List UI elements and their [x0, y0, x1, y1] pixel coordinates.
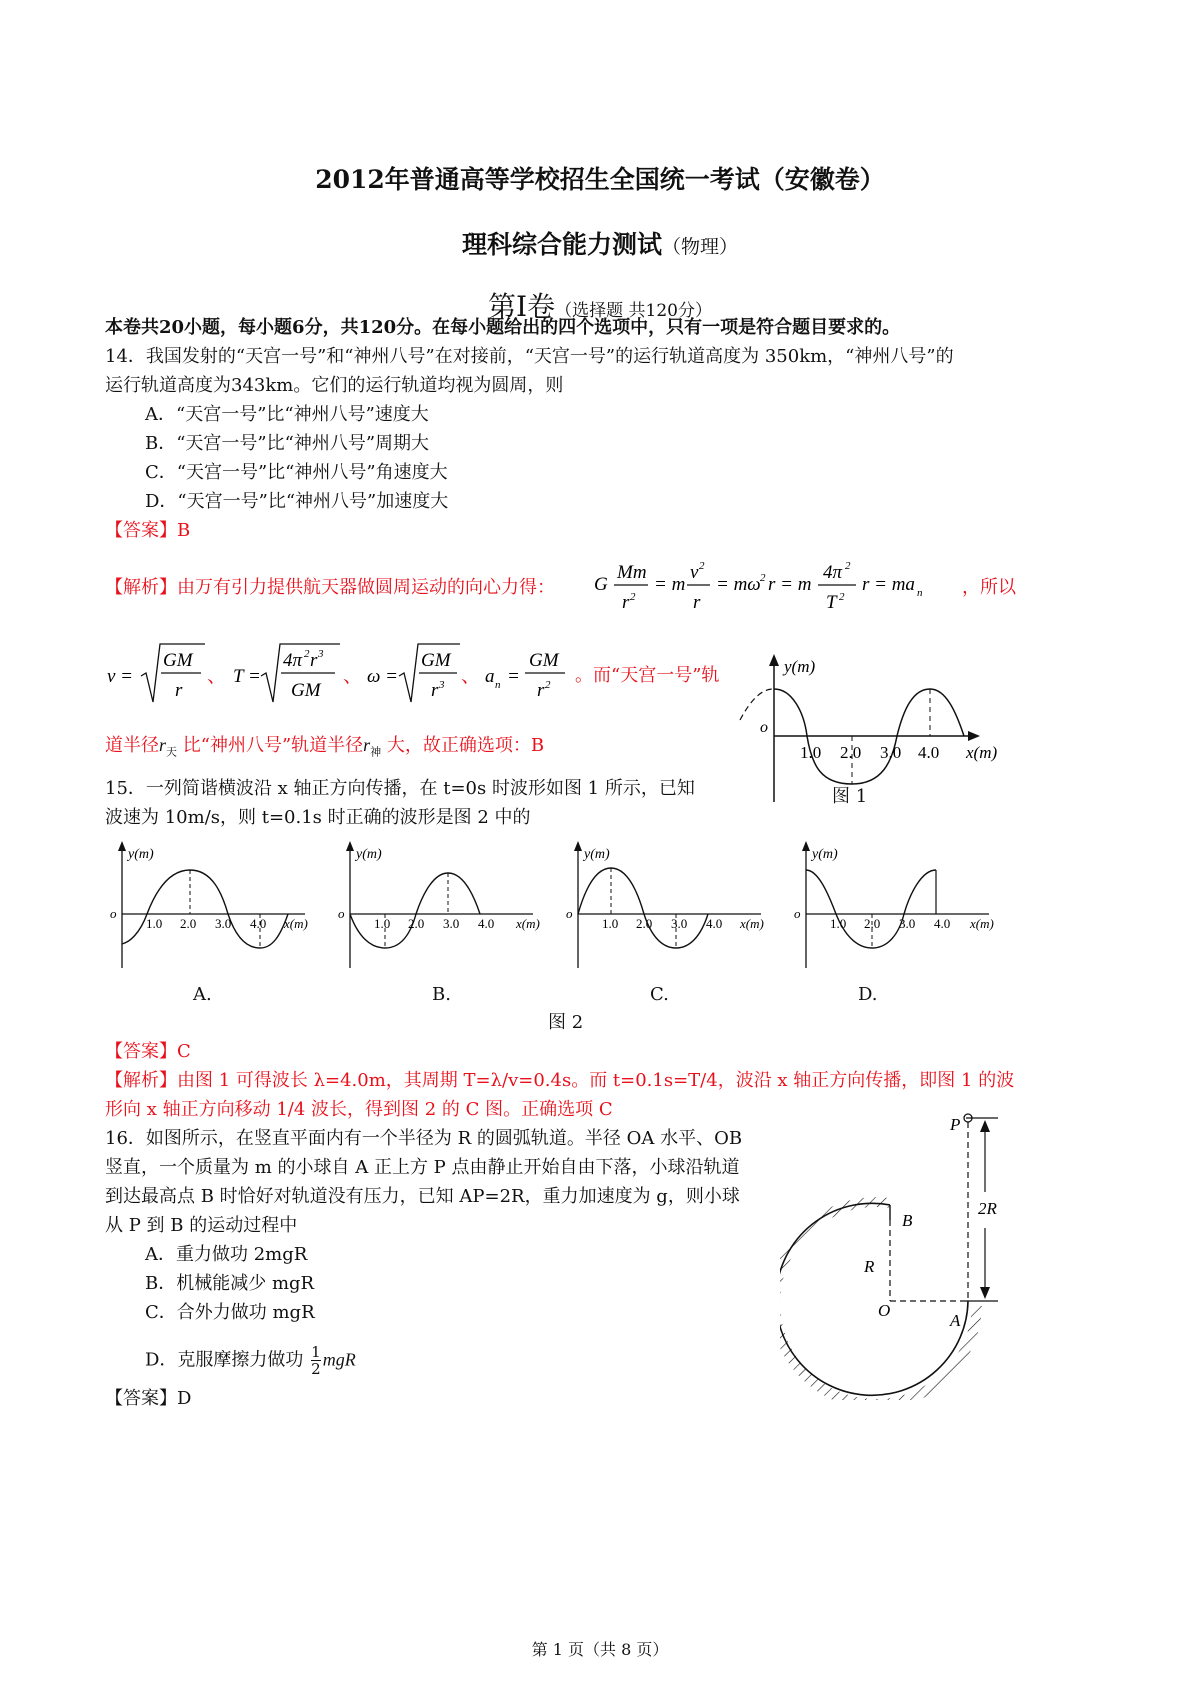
svg-text:4.0: 4.0	[478, 916, 495, 931]
subtitle-main: 理科综合能力测试	[461, 230, 662, 259]
fig2-label-d: D.	[858, 984, 878, 1005]
svg-text:o: o	[338, 906, 345, 921]
svg-text:1.0: 1.0	[830, 916, 847, 931]
svg-text:v =: v =	[107, 666, 134, 687]
svg-text:2: 2	[545, 679, 551, 691]
svg-text:、: 、	[207, 666, 227, 687]
svg-text:y(m): y(m)	[584, 847, 610, 862]
svg-text:r: r	[431, 680, 439, 701]
section-main: 第Ⅰ卷	[488, 290, 556, 323]
svg-text:3: 3	[439, 679, 445, 691]
svg-text:r: r	[537, 680, 545, 701]
q16-option-b: B．机械能减少 mgR	[145, 1273, 315, 1294]
svg-text:2: 2	[839, 591, 845, 603]
svg-text:GM: GM	[163, 650, 193, 671]
q15-line2: 波速为 10m/s，则 t=0.1s 时正确的波形是图 2 中的	[105, 807, 531, 828]
svg-text:x(m): x(m)	[284, 916, 308, 931]
svg-text:=: =	[507, 666, 520, 687]
q16-option-d-tail: mgR	[322, 1349, 356, 1370]
svg-text:r: r	[622, 592, 630, 613]
q16-option-a: A．重力做功 2mgR	[145, 1244, 308, 1265]
line3-part-b: 比“神州八号”轨道半径	[182, 735, 364, 756]
svg-text:x(m): x(m)	[970, 916, 994, 931]
svg-text:= mω: = mω	[716, 574, 761, 595]
fig1-tick-4: 4.0	[918, 743, 940, 762]
svg-text:y(m): y(m)	[356, 847, 382, 862]
one-half-fraction: 1 2	[311, 1343, 321, 1378]
fig1-y-label: y(m)	[784, 657, 816, 676]
q14-option-c: C．“天宫一号”比“神州八号”角速度大	[145, 462, 448, 483]
label-p: P	[950, 1115, 961, 1134]
figure-2	[100, 838, 1100, 978]
label-b: B	[902, 1211, 913, 1230]
fig1-tick-2: 2.0	[840, 743, 862, 762]
svg-text:4.0: 4.0	[250, 916, 267, 931]
q16-answer: 【答案】D	[105, 1388, 192, 1409]
svg-text:GM: GM	[529, 650, 559, 671]
svg-text:2: 2	[304, 648, 310, 660]
q16-line2: 竖直，一个质量为 m 的小球自 A 正上方 P 点由静止开始自由下落，小球沿轨道	[105, 1157, 740, 1178]
svg-text:x(m): x(m)	[740, 916, 764, 931]
svg-text:4π: 4π	[823, 562, 843, 583]
q15-analysis-1: 【解析】由图 1 可得波长 λ=4.0m，其周期 T=λ/v=0.4s。而 t=0.1s=T/4，波沿 x 轴正方向传播，即图 1 的波	[105, 1070, 1015, 1091]
svg-text:n: n	[495, 679, 501, 691]
svg-text:2.0: 2.0	[408, 916, 425, 931]
svg-text:、: 、	[343, 666, 363, 687]
svg-text:o: o	[566, 906, 573, 921]
label-2r: 2R	[978, 1199, 997, 1218]
svg-text:2: 2	[699, 560, 705, 572]
svg-text:、: 、	[461, 666, 481, 687]
line3-part-c: 大，故正确选项：B	[386, 735, 545, 756]
svg-text:3.0: 3.0	[443, 916, 460, 931]
r-shen-var: r	[363, 735, 371, 755]
q14-option-d: D．“天宫一号”比“神州八号”加速度大	[145, 491, 449, 512]
q14-answer: 【答案】B	[105, 520, 191, 541]
label-o: O	[878, 1301, 891, 1320]
q16-line4: 从 P 到 B 的运动过程中	[105, 1215, 298, 1236]
fig2-panel-d	[794, 841, 994, 968]
svg-text:3.0: 3.0	[215, 916, 232, 931]
svg-text:2: 2	[630, 591, 636, 603]
svg-text:4π: 4π	[283, 650, 303, 671]
r-shen-sub: 神	[370, 745, 382, 759]
label-r: R	[864, 1257, 875, 1276]
q14-analysis-label: 【解析】由万有引力提供航天器做圆周运动的向心力得：	[105, 577, 555, 598]
fig2-label-b: B.	[432, 984, 451, 1005]
svg-text:2: 2	[760, 572, 766, 584]
q15-analysis-2: 形向 x 轴正方向移动 1/4 波长，得到图 2 的 C 图。正确选项 C	[105, 1099, 613, 1120]
svg-text:3: 3	[318, 648, 324, 660]
svg-text:n: n	[917, 587, 923, 599]
page-footer: 第 1 页（共 8 页）	[531, 1640, 669, 1659]
q16-track-figure	[780, 1100, 1030, 1400]
q14-line2: 运行轨道高度为343km。它们的运行轨道均视为圆周，则	[105, 375, 564, 396]
q14-analysis-suffix: ，所以	[962, 577, 1016, 598]
svg-text:1.0: 1.0	[374, 916, 391, 931]
svg-text:y(m): y(m)	[128, 847, 154, 862]
gravitation-formula	[592, 556, 964, 620]
q14-option-b: B．“天宫一号”比“神州八号”周期大	[145, 433, 430, 454]
svg-text:ω =: ω =	[367, 666, 398, 687]
fig2-panel-a	[110, 841, 308, 968]
q16-option-d-text: D．克服摩擦力做功	[145, 1349, 304, 1371]
fig2-panel-c	[566, 841, 764, 968]
q14-line1: 14．我国发射的“天宫一号”和“神州八号”在对接前，“天宫一号”的运行轨道高度为 350km，“神州八号”的	[105, 346, 954, 367]
svg-text:2.0: 2.0	[864, 916, 881, 931]
svg-text:r: r	[693, 592, 701, 613]
fig2-label-a: A.	[193, 984, 212, 1005]
fig1-x-label: x(m)	[966, 743, 998, 762]
q16-line1: 16．如图所示，在竖直平面内有一个半径为 R 的圆弧轨道。半径 OA 水平、OB	[105, 1128, 743, 1149]
label-a: A	[950, 1311, 961, 1330]
svg-text:2.0: 2.0	[180, 916, 197, 931]
svg-text:= m: = m	[654, 574, 686, 595]
q16-option-c: C．合外力做功 mgR	[145, 1302, 315, 1323]
exam-title: 2012年普通高等学校招生全国统一考试（安徽卷）	[315, 165, 885, 194]
svg-text:Mm: Mm	[617, 562, 647, 583]
line3-part-a: 道半径	[105, 735, 159, 756]
svg-text:GM: GM	[291, 680, 321, 701]
svg-text:4.0: 4.0	[934, 916, 951, 931]
fig1-origin: o	[760, 719, 768, 736]
q14-analysis-line3	[105, 733, 544, 765]
svg-text:4.0: 4.0	[706, 916, 723, 931]
q14-analysis-mid: 。而“天宫一号”轨	[575, 665, 720, 686]
fig2-label-c: C.	[650, 984, 669, 1005]
svg-text:o: o	[110, 906, 117, 921]
svg-text:r: r	[175, 680, 183, 701]
svg-text:T =: T =	[233, 666, 261, 687]
q15-line1: 15．一列简谐横波沿 x 轴正方向传播，在 t=0s 时波形如图 1 所示，已知	[105, 778, 695, 799]
intro-text: 本卷共20小题，每小题6分，共120分。在每小题给出的四个选项中，只有一项是符合题目要求的。	[105, 317, 901, 338]
svg-text:r = m: r = m	[768, 574, 812, 595]
figure-1-caption: 图 1	[832, 786, 868, 807]
figure-2-caption: 图 2	[548, 1012, 584, 1033]
svg-text:r = ma: r = ma	[862, 574, 915, 595]
r-tian-var: r	[159, 735, 167, 755]
svg-text:x(m): x(m)	[516, 916, 540, 931]
svg-text:y(m): y(m)	[812, 847, 838, 862]
fig2-panel-b	[338, 841, 540, 968]
subtitle-paren: （物理）	[662, 236, 739, 258]
figure-1	[732, 652, 1012, 812]
svg-text:r: r	[310, 650, 318, 671]
solution-formulas	[105, 640, 595, 710]
svg-text:3.0: 3.0	[899, 916, 916, 931]
svg-text:v: v	[690, 562, 699, 583]
svg-text:o: o	[794, 906, 801, 921]
q16-line3: 到达最高点 B 时恰好对轨道没有压力，已知 AP=2R，重力加速度为 g，则小球	[105, 1186, 740, 1207]
fig1-tick-1: 1.0	[800, 743, 822, 762]
svg-text:2: 2	[845, 560, 851, 572]
q16-option-d	[145, 1344, 356, 1377]
r-tian-sub: 天	[166, 745, 178, 759]
q14-option-a: A．“天宫一号”比“神州八号”速度大	[145, 404, 429, 425]
q15-answer: 【答案】C	[105, 1041, 191, 1062]
exam-subtitle	[0, 225, 1200, 261]
svg-text:2.0: 2.0	[636, 916, 653, 931]
svg-text:GM: GM	[421, 650, 451, 671]
svg-text:a: a	[485, 666, 495, 687]
fig1-tick-3: 3.0	[880, 743, 902, 762]
svg-text:1.0: 1.0	[146, 916, 163, 931]
section-paren: （选择题 共120分）	[555, 301, 712, 321]
svg-text:G: G	[594, 574, 608, 595]
svg-text:T: T	[826, 592, 837, 613]
svg-text:1.0: 1.0	[602, 916, 619, 931]
svg-text:3.0: 3.0	[671, 916, 688, 931]
